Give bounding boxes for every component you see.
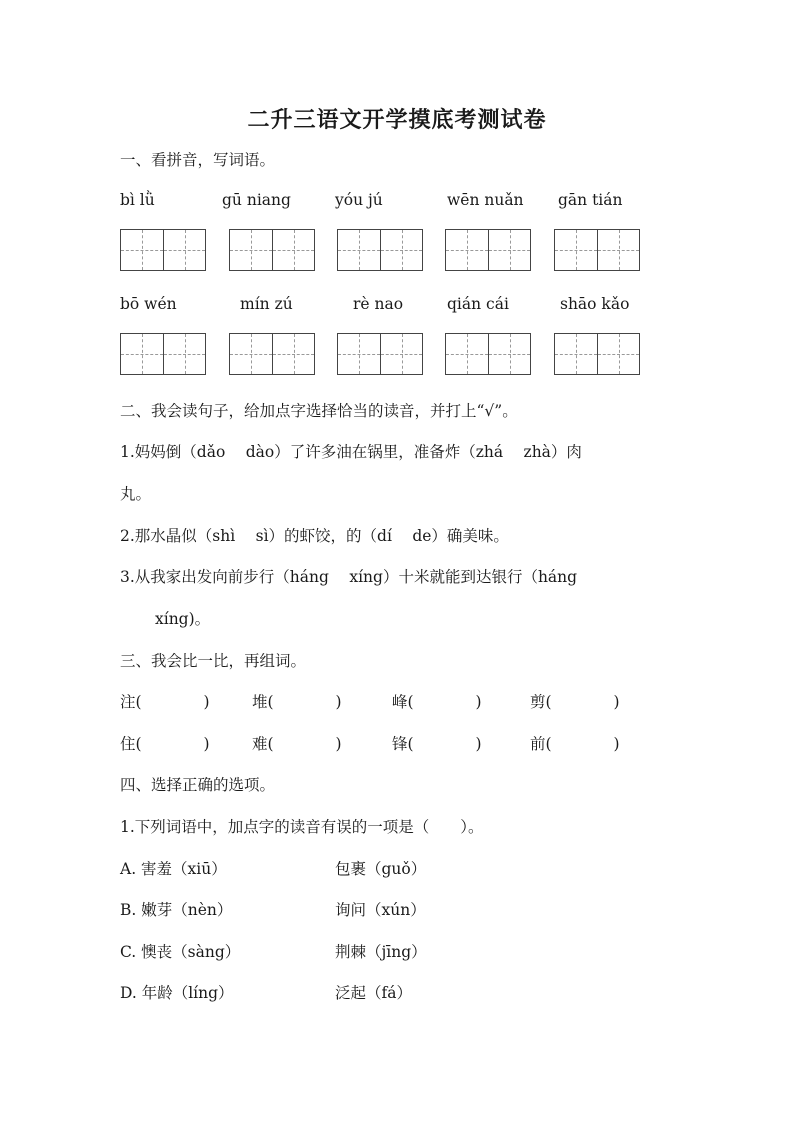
writing-grid[interactable]: [554, 229, 640, 271]
writing-grid[interactable]: [120, 229, 206, 271]
pinyin-label: qián cái: [447, 295, 509, 313]
word-compare-item[interactable]: 剪( ): [530, 693, 620, 711]
word-compare-item[interactable]: 峰( ): [392, 693, 482, 711]
option-c[interactable]: C. 懊丧（sàng）: [120, 943, 241, 961]
section-3-heading: 三、我会比一比，再组词。: [120, 652, 307, 670]
section-2-heading: 二、我会读句子，给加点字选择恰当的读音，并打上“√”。: [120, 402, 518, 420]
pinyin-label: wēn nuǎn: [447, 191, 524, 209]
word-compare-item[interactable]: 住( ): [120, 735, 210, 753]
writing-grid[interactable]: [337, 333, 423, 375]
option-a[interactable]: A. 害羞（xiū）: [120, 860, 227, 878]
question-2-3-cont: xíng)。: [155, 610, 211, 628]
question-2-1-cont: 丸。: [120, 485, 152, 503]
option-d[interactable]: D. 年龄（líng）: [120, 984, 234, 1002]
option-a-second: 包裹（guǒ）: [335, 860, 427, 878]
word-compare-item[interactable]: 注( ): [120, 693, 210, 711]
question-2-3: 3.从我家出发向前步行（háng xíng）十米就能到达银行（háng: [120, 568, 578, 586]
option-d-second: 泛起（fá）: [335, 984, 412, 1002]
pinyin-label: mín zú: [240, 295, 293, 313]
word-compare-item[interactable]: 锋( ): [392, 735, 482, 753]
question-2-2: 2.那水晶似（shì sì）的虾饺，的（dí de）确美味。: [120, 527, 509, 545]
pinyin-label: rè nao: [353, 295, 404, 313]
pinyin-label: gū niang: [222, 191, 291, 209]
writing-grid[interactable]: [445, 229, 531, 271]
section-4-heading: 四、选择正确的选项。: [120, 776, 276, 794]
word-compare-item[interactable]: 难( ): [252, 735, 342, 753]
option-b-second: 询问（xún）: [335, 901, 426, 919]
word-compare-item[interactable]: 前( ): [530, 735, 620, 753]
pinyin-label: bō wén: [120, 295, 177, 313]
writing-grid[interactable]: [120, 333, 206, 375]
question-2-1: 1.妈妈倒（dǎo dào）了许多油在锅里，准备炸（zhá zhà）肉: [120, 443, 582, 461]
pinyin-label: shāo kǎo: [560, 295, 630, 313]
section-1-heading: 一、看拼音，写词语。: [120, 151, 276, 169]
writing-grid[interactable]: [229, 229, 315, 271]
writing-grid[interactable]: [445, 333, 531, 375]
option-c-second: 荆棘（jīng）: [335, 943, 427, 961]
page-title: 二升三语文开学摸底考测试卷: [247, 107, 547, 133]
pinyin-label: bì lǜ: [120, 191, 155, 209]
writing-grid[interactable]: [337, 229, 423, 271]
pinyin-label: gān tián: [558, 191, 623, 209]
writing-grid[interactable]: [554, 333, 640, 375]
writing-grid[interactable]: [229, 333, 315, 375]
word-compare-item[interactable]: 堆( ): [252, 693, 342, 711]
question-4-1: 1.下列词语中，加点字的读音有误的一项是（ ）。: [120, 818, 484, 836]
option-b[interactable]: B. 嫩芽（nèn）: [120, 901, 233, 919]
pinyin-label: yóu jú: [335, 191, 383, 209]
